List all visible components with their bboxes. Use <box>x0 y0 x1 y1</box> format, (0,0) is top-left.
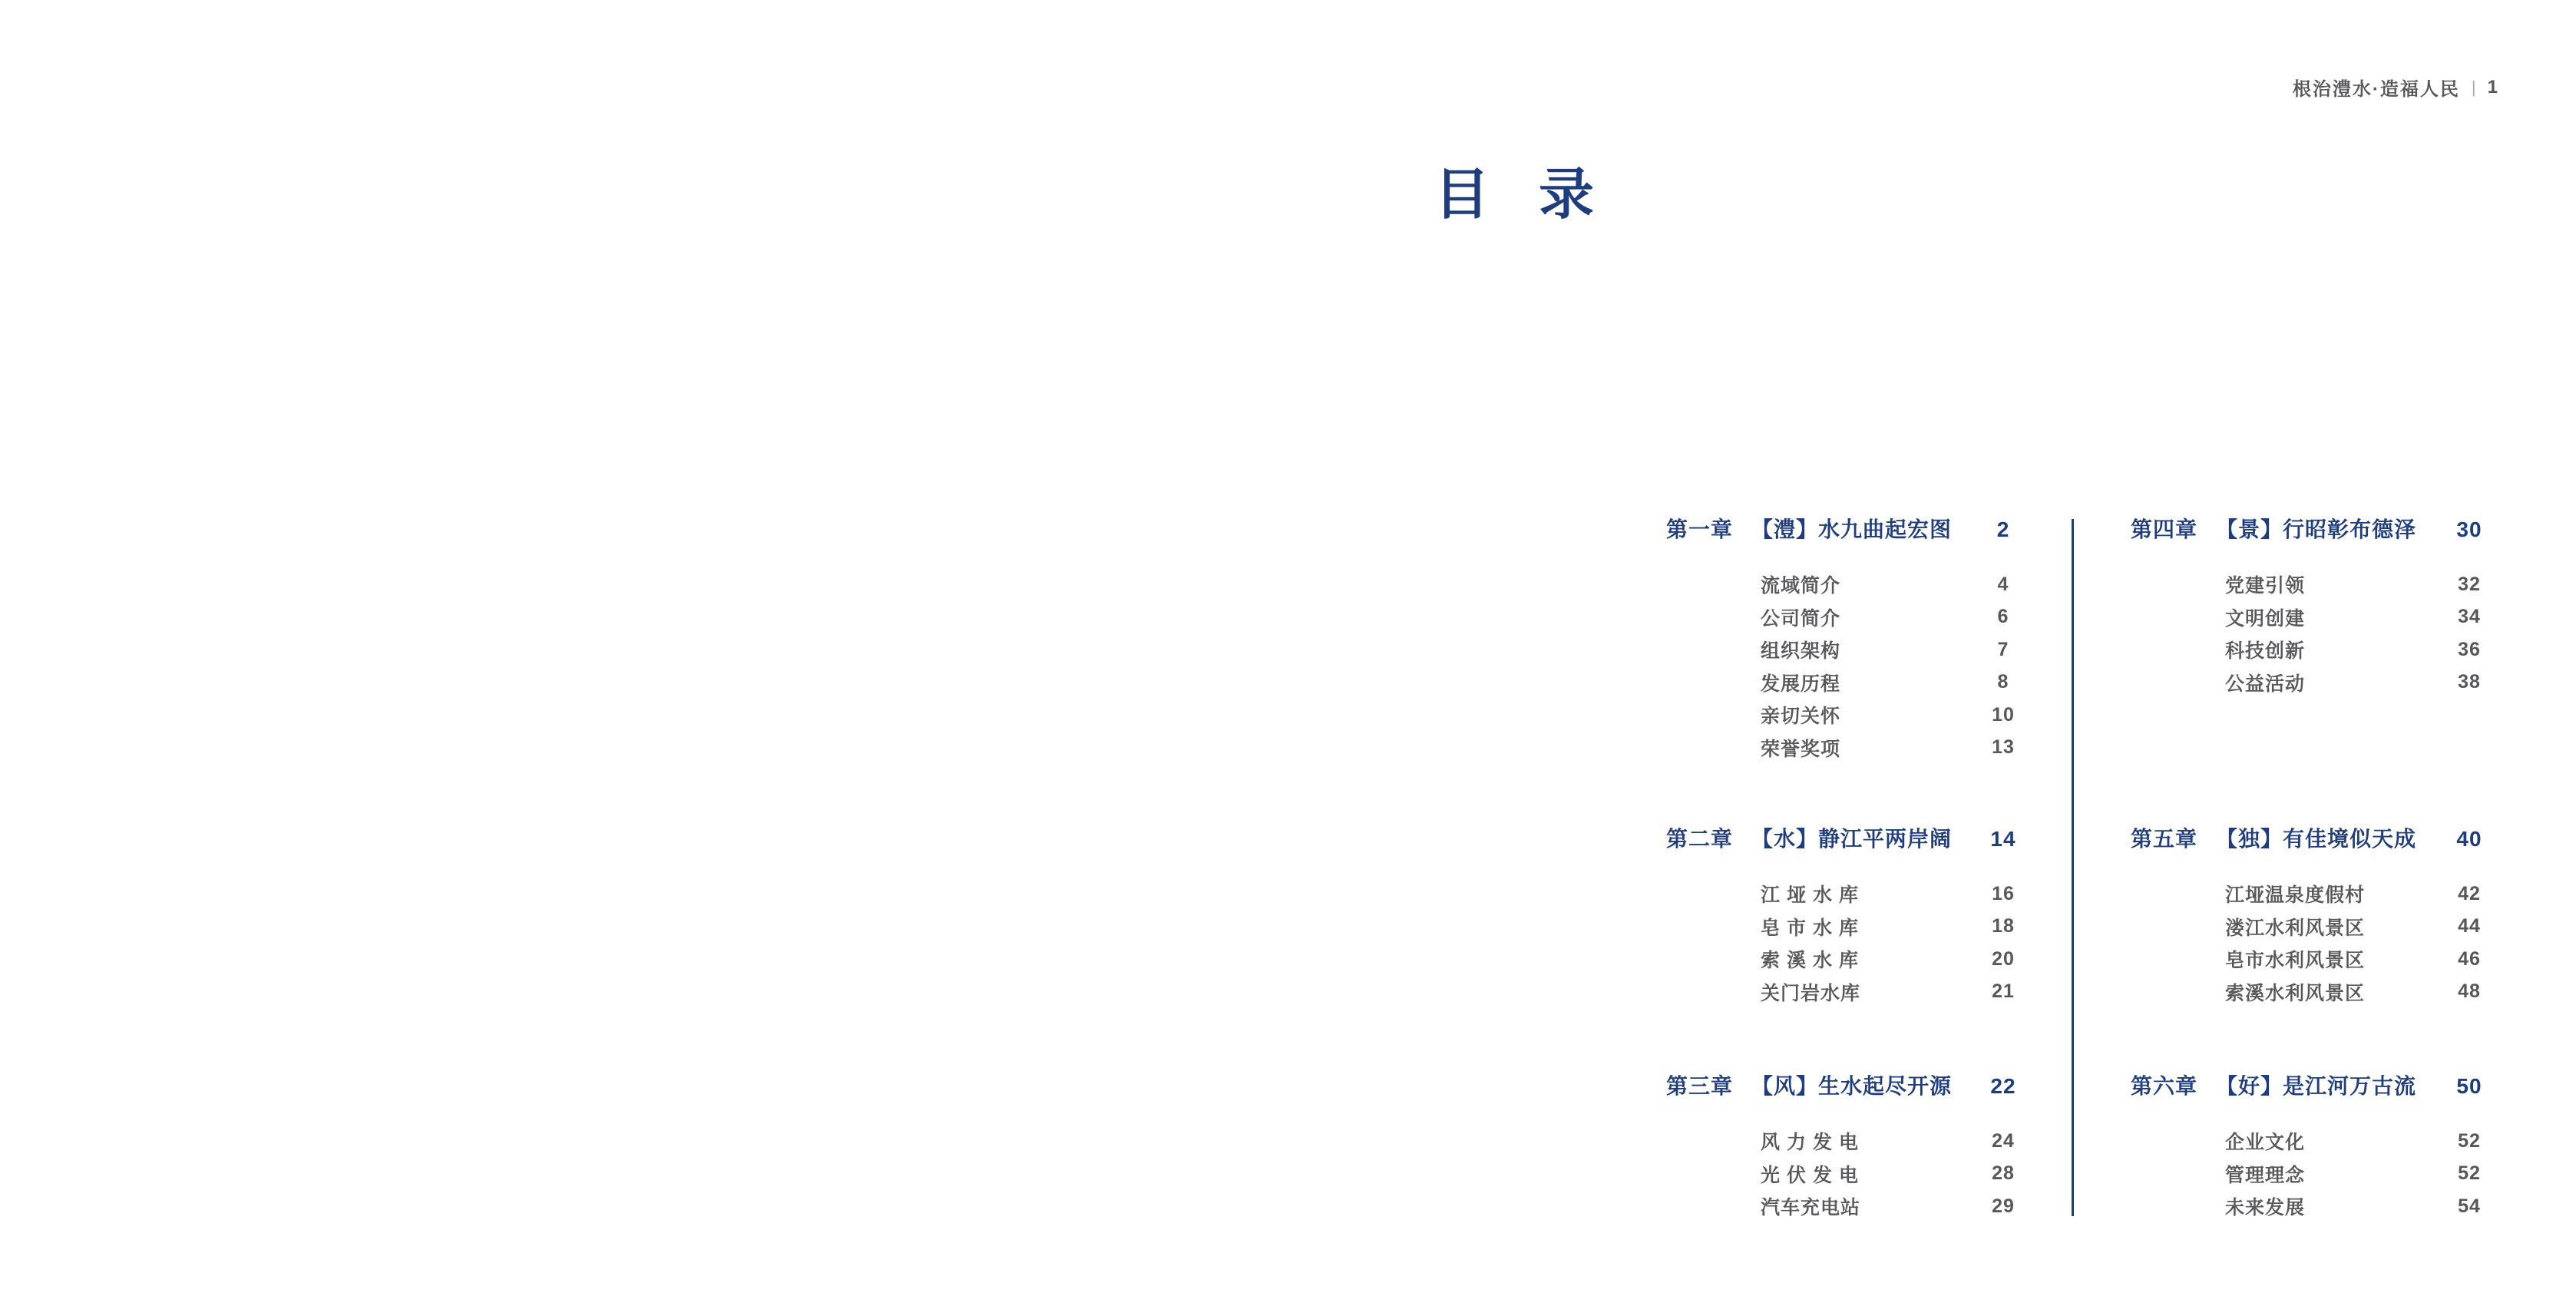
chapter-page-number: 40 <box>2456 827 2482 851</box>
toc-item[interactable] <box>2225 911 2488 944</box>
header-slogan: 根治澧水·造福人民 <box>2292 79 2460 100</box>
toc-item-page: 7 <box>1997 638 2009 660</box>
toc-item[interactable] <box>1761 1158 2022 1191</box>
chapter-label: 第六章 <box>2131 1074 2198 1098</box>
toc-item-page: 46 <box>2458 947 2481 970</box>
toc-item-page: 18 <box>1992 915 2015 937</box>
toc-item-page: 13 <box>1992 736 2015 759</box>
chapter-items <box>1761 878 2022 1008</box>
toc-item-label: 风力发电 <box>1761 1132 1859 1154</box>
toc-item-label: 溇江水利风景区 <box>2225 917 2366 939</box>
toc-item-label: 索溪水利风景区 <box>2225 982 2366 1004</box>
chapter-block-1 <box>1666 514 2022 764</box>
toc-item-label: 光伏发电 <box>1761 1164 1859 1186</box>
chapter-block-4 <box>2131 514 2488 699</box>
toc-item-label: 索溪水库 <box>1761 950 1859 972</box>
chapter-heading-1[interactable] <box>1666 514 2022 545</box>
toc-item[interactable] <box>2225 1190 2488 1223</box>
toc-item[interactable] <box>1761 943 2022 976</box>
header-page-number: 1 <box>2487 76 2499 98</box>
chapter-items <box>2225 568 2488 699</box>
toc-item-label: 未来发展 <box>2225 1197 2306 1219</box>
chapter-title: 【景】行昭彰布德泽 <box>2216 517 2417 541</box>
chapter-label: 第二章 <box>1666 827 1734 851</box>
toc-item-page: 52 <box>2458 1129 2481 1152</box>
toc-item[interactable] <box>2225 633 2488 666</box>
chapter-items <box>1761 1125 2022 1223</box>
chapter-title: 【好】是江河万古流 <box>2216 1074 2417 1098</box>
chapter-block-2 <box>1666 824 2022 1008</box>
toc-title: 目 录 <box>1434 164 1596 226</box>
toc-item-label: 公司简介 <box>1761 607 1841 630</box>
toc-item[interactable] <box>1761 976 2022 1009</box>
toc-item-page: 36 <box>2458 638 2481 660</box>
toc-item-label: 公益活动 <box>2225 673 2306 695</box>
toc-item-label: 科技创新 <box>2225 640 2306 663</box>
chapter-page-number: 30 <box>2456 517 2482 541</box>
toc-item[interactable] <box>1761 666 2022 699</box>
chapter-title: 【澧】水九曲起宏图 <box>1751 517 1953 541</box>
column-divider <box>2072 519 2074 1216</box>
chapter-block-3 <box>1666 1071 2022 1223</box>
toc-item-page: 4 <box>1997 573 2009 595</box>
chapter-items <box>1761 568 2022 764</box>
toc-item-page: 6 <box>1997 606 2009 628</box>
toc-item-page: 20 <box>1992 947 2015 970</box>
toc-item-label: 文明创建 <box>2225 607 2306 630</box>
chapter-label: 第五章 <box>2131 827 2198 851</box>
toc-item-label: 流域简介 <box>1761 575 1841 597</box>
page-header <box>2293 74 2499 101</box>
toc-item[interactable] <box>1761 699 2022 732</box>
chapter-label: 第四章 <box>2131 517 2198 541</box>
chapter-title: 【水】静江平两岸阔 <box>1751 827 1953 851</box>
chapter-block-6 <box>2131 1071 2488 1223</box>
toc-item-page: 52 <box>2458 1162 2481 1185</box>
toc-item-label: 关门岩水库 <box>1761 982 1861 1004</box>
toc-item-label: 汽车充电站 <box>1761 1197 1861 1219</box>
toc-item[interactable] <box>1761 1125 2022 1158</box>
toc-item[interactable] <box>2225 1125 2488 1158</box>
chapter-page-number: 14 <box>1990 827 2016 851</box>
chapter-label: 第一章 <box>1666 517 1734 541</box>
toc-item[interactable] <box>2225 601 2488 634</box>
toc-item-page: 28 <box>1992 1162 2015 1185</box>
chapter-block-5 <box>2131 824 2488 1008</box>
toc-item-label: 江垭温泉度假村 <box>2225 884 2366 907</box>
toc-item-label: 江垭水库 <box>1761 884 1859 907</box>
chapter-items <box>2225 878 2488 1008</box>
toc-item-page: 32 <box>2458 573 2481 595</box>
toc-item-page: 38 <box>2458 671 2481 693</box>
toc-item[interactable] <box>2225 568 2488 601</box>
chapter-label: 第三章 <box>1666 1074 1734 1098</box>
toc-item-page: 29 <box>1992 1195 2015 1217</box>
toc-item[interactable] <box>1761 1190 2022 1223</box>
header-separator: | <box>2471 77 2476 97</box>
toc-item[interactable] <box>1761 732 2022 765</box>
chapter-page-number: 22 <box>1990 1074 2016 1098</box>
toc-item-label: 组织架构 <box>1761 640 1841 663</box>
toc-item-label: 企业文化 <box>2225 1132 2306 1154</box>
toc-item[interactable] <box>1761 601 2022 634</box>
toc-item-label: 皂市水库 <box>1761 917 1859 939</box>
chapter-heading-4[interactable] <box>2131 514 2488 545</box>
toc-item-label: 荣誉奖项 <box>1761 738 1841 760</box>
toc-item[interactable] <box>1761 568 2022 601</box>
chapter-heading-2[interactable] <box>1666 824 2022 855</box>
toc-item-page: 48 <box>2458 980 2481 1003</box>
toc-item-label: 发展历程 <box>1761 673 1841 695</box>
toc-item[interactable] <box>1761 878 2022 911</box>
chapter-heading-6[interactable] <box>2131 1071 2488 1102</box>
chapter-page-number: 50 <box>2456 1074 2482 1098</box>
toc-item[interactable] <box>2225 976 2488 1009</box>
toc-item-label: 党建引领 <box>2225 575 2306 597</box>
toc-item[interactable] <box>2225 943 2488 976</box>
toc-item[interactable] <box>1761 633 2022 666</box>
toc-item[interactable] <box>2225 1158 2488 1191</box>
toc-item[interactable] <box>2225 666 2488 699</box>
chapter-heading-3[interactable] <box>1666 1071 2022 1102</box>
toc-item-page: 16 <box>1992 882 2015 904</box>
toc-item-page: 44 <box>2458 915 2481 937</box>
chapter-items <box>2225 1125 2488 1223</box>
toc-item-page: 34 <box>2458 606 2481 628</box>
toc-item-page: 21 <box>1992 980 2015 1003</box>
toc-item-page: 10 <box>1992 703 2015 726</box>
toc-item-label: 亲切关怀 <box>1761 706 1841 728</box>
toc-item-label: 管理理念 <box>2225 1164 2306 1186</box>
toc-item-page: 42 <box>2458 882 2481 904</box>
toc-item-label: 皂市水利风景区 <box>2225 950 2366 972</box>
toc-item-page: 54 <box>2458 1195 2481 1217</box>
toc-item-page: 8 <box>1997 671 2009 693</box>
chapter-title: 【风】生水起尽开源 <box>1751 1074 1953 1098</box>
toc-item-page: 24 <box>1992 1129 2015 1152</box>
chapter-title: 【独】有佳境似天成 <box>2216 827 2417 851</box>
toc-item[interactable] <box>1761 911 2022 944</box>
toc-item[interactable] <box>2225 878 2488 911</box>
chapter-heading-5[interactable] <box>2131 824 2488 855</box>
chapter-page-number: 2 <box>1996 517 2010 541</box>
